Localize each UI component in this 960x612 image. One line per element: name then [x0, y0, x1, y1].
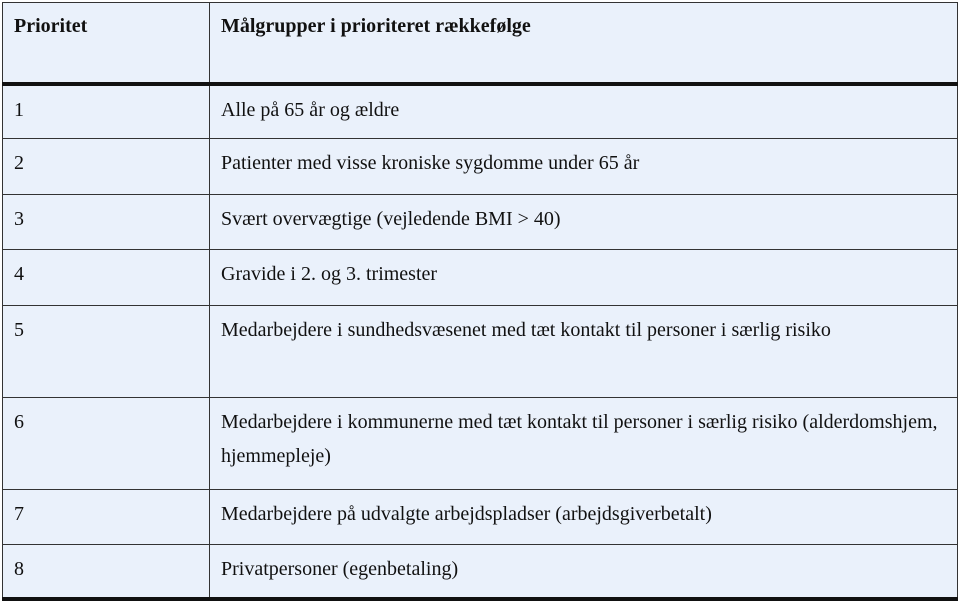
priority-table — [2, 2, 958, 601]
header-target-groups: Målgrupper i prioriteret rækkefølge — [210, 3, 958, 84]
priority-cell: 1 — [3, 84, 210, 139]
table-header — [3, 3, 958, 84]
table-row — [3, 84, 958, 139]
table-row — [3, 545, 958, 599]
group-cell: Patienter med visse kroniske sygdomme under 65 år — [210, 139, 958, 195]
group-cell: Medarbejdere på udvalgte arbejdspladser (arbejdsgiverbetalt) — [210, 490, 958, 545]
priority-cell: 4 — [3, 250, 210, 306]
priority-cell: 6 — [3, 398, 210, 490]
group-cell: Gravide i 2. og 3. trimester — [210, 250, 958, 306]
table-row — [3, 139, 958, 195]
group-cell: Privatpersoner (egenbetaling) — [210, 545, 958, 599]
table-row — [3, 195, 958, 250]
priority-cell: 8 — [3, 545, 210, 599]
table-body — [3, 84, 958, 599]
group-cell: Alle på 65 år og ældre — [210, 84, 958, 139]
group-cell: Svært overvægtige (vejledende BMI > 40) — [210, 195, 958, 250]
table-row — [3, 250, 958, 306]
priority-cell: 5 — [3, 306, 210, 398]
header-row — [3, 3, 958, 84]
priority-cell: 2 — [3, 139, 210, 195]
table-row — [3, 398, 958, 490]
group-cell: Medarbejdere i kommunerne med tæt kontakt til personer i særlig risiko (alderdomshjem, hjemmepleje) — [210, 398, 958, 490]
group-cell: Medarbejdere i sundhedsvæsenet med tæt kontakt til personer i særlig risiko — [210, 306, 958, 398]
table-row — [3, 490, 958, 545]
header-priority: Prioritet — [3, 3, 210, 84]
priority-cell: 3 — [3, 195, 210, 250]
table-row — [3, 306, 958, 398]
priority-cell: 7 — [3, 490, 210, 545]
